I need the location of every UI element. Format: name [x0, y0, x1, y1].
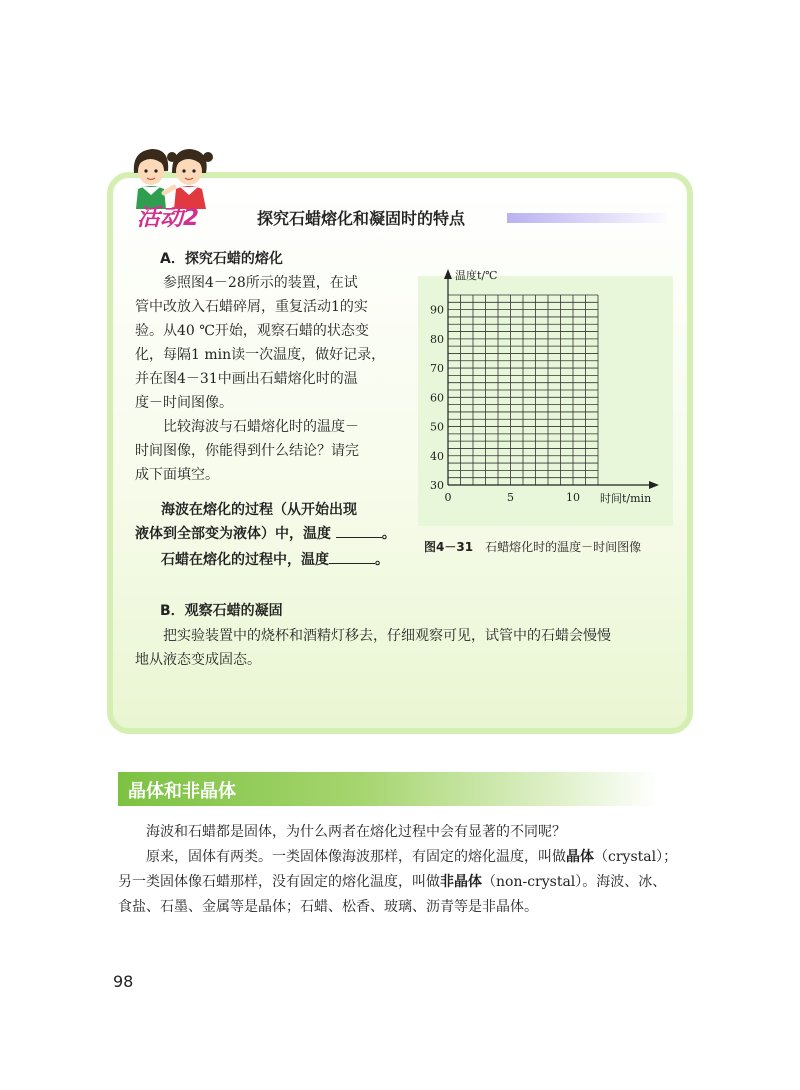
section-banner-title: 晶体和非晶体	[128, 781, 236, 802]
fill-blank-line-3	[161, 548, 389, 572]
x-tick-label: 10	[566, 491, 580, 504]
title-decoration-bar	[507, 213, 667, 223]
main-paragraph-2	[118, 845, 678, 920]
text-line: 时间图像，你能得到什么结论？请完	[135, 443, 359, 459]
text-span: （crystal）；另一类固体像石蜡那样，没有固定的熔化温度，叫做	[118, 849, 678, 890]
x-tick-label: 0	[444, 491, 452, 504]
section-a-heading: A．探究石蜡的熔化	[160, 251, 283, 267]
main-paragraph-1: 海波和石蜡都是固体，为什么两者在熔化过程中会有显著的不同呢？	[146, 824, 566, 840]
y-tick-label: 90	[430, 303, 444, 317]
chart-panel	[418, 269, 673, 526]
y-tick-label: 80	[430, 332, 444, 346]
y-tick-label: 70	[430, 362, 444, 376]
answer-blank-2[interactable]	[329, 549, 375, 564]
figure-caption	[424, 538, 641, 555]
fill-blank-line-2	[135, 522, 396, 546]
y-tick-label: 60	[430, 391, 444, 405]
text-line: 地从液态变成固态。	[135, 652, 261, 668]
text-line: 并在图4－31中画出石蜡熔化时的温	[135, 371, 358, 387]
term-crystal: 晶体	[566, 849, 594, 865]
text-line: 成下面填空。	[135, 467, 219, 483]
text-span: （non-crystal）。海波、冰、食盐、石墨、金属等是晶体；石蜡、松香、玻璃、沥青等是非晶体。	[118, 874, 667, 915]
x-tick-label: 5	[507, 491, 514, 504]
page-number: 98	[113, 972, 134, 991]
y-axis-label: 温度t/℃	[455, 269, 498, 282]
text-line: 比较海波与石蜡熔化时的温度－	[163, 419, 359, 435]
answer-blank-1[interactable]	[336, 523, 382, 538]
main-text	[118, 820, 678, 920]
section-b-paragraph	[135, 624, 680, 672]
y-tick-label: 40	[430, 449, 444, 463]
text-line: 验。从40 ℃开始，观察石蜡的状态变	[135, 323, 369, 339]
activity-label: 活动2	[137, 205, 200, 231]
text-line: 化，每隔1 min读一次温度，做好记录，	[135, 347, 386, 363]
y-tick-label: 30	[430, 479, 444, 492]
temperature-time-chart	[418, 269, 673, 526]
activity-title: 探究石蜡熔化和凝固时的特点	[257, 209, 466, 228]
text-line: 度－时间图像。	[135, 395, 233, 411]
section-b-heading: B．观察石蜡的凝固	[160, 603, 283, 619]
x-axis-arrow	[649, 481, 659, 489]
text-line: 把实验装置中的烧杯和酒精灯移去，仔细观察可见，试管中的石蜡会慢慢	[163, 628, 611, 644]
term-non-crystal: 非晶体	[440, 874, 482, 890]
x-axis-label: 时间t/min	[600, 492, 652, 505]
figure-caption-text: 石蜡熔化时的温度－时间图像	[485, 540, 642, 554]
fill-text-end: 。	[375, 552, 389, 568]
text-line: 管中改放入石蜡碎屑，重复活动1的实	[135, 299, 368, 315]
text-line: 参照图4－28所示的装置，在试	[163, 275, 358, 291]
fill-text: 液体到全部变为液体）中，温度	[135, 526, 331, 542]
fill-text-end: 。	[381, 526, 396, 542]
section-banner	[118, 772, 658, 806]
text-span: 原来，固体有两类。一类固体像海波那样，有固定的熔化温度，叫做	[146, 849, 566, 865]
y-tick-label: 50	[430, 420, 444, 434]
section-a-paragraph	[135, 271, 397, 487]
fill-blank-line-1: 海波在熔化的过程（从开始出现	[161, 502, 357, 518]
fill-text: 石蜡在熔化的过程中，温度	[161, 552, 329, 568]
figure-number: 图4－31	[424, 540, 474, 554]
